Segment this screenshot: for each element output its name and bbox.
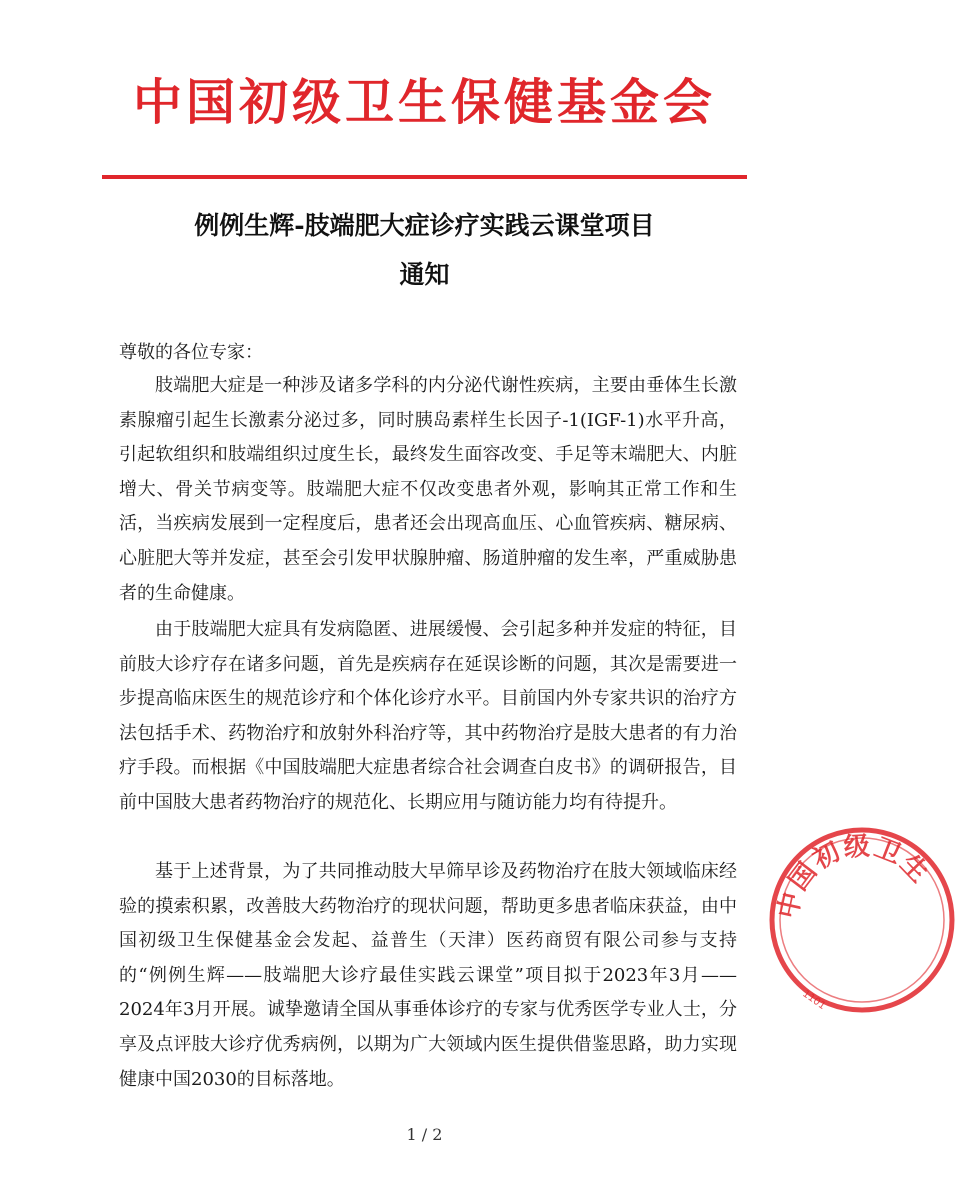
body-paragraph-2: 由于肢端肥大症具有发病隐匿、进展缓慢、会引起多种并发症的特征，目前肢大诊疗存在诸多问题，首先是疾病存在延误诊断的问题，其次是需要进一步提高临床医生的规范诊疗和个体化诊疗水平。目前国内外专家共识的治疗方法包括手术、药物治疗和放射外科治疗等，其中药物治疗是肢大患者的有力治疗手段。而根据《中国肢端肥大症患者综合社会调查白皮书》的调研报告，目前中国肢大患者药物治疗的规范化、长期应用与随访能力均有待提升。	[119, 619, 737, 813]
seal-digits: 1101	[800, 988, 828, 1013]
document-title: 例例生辉-肢端肥大症诊疗实践云课堂项目	[194, 211, 655, 240]
document-subtitle: 通知	[399, 260, 450, 289]
body-paragraph-3: 基于上述背景，为了共同推动肢大早筛早诊及药物治疗在肢大领域临床经验的摸索积累，改善肢大药物治疗的现状问题，帮助更多患者临床获益，由中国初级卫生保健基金会发起、益普生（天津）医药商贸有限公司参与支持的“例例生辉——肢端肥大诊疗最佳实践云课堂”项目拟于2023年3月——2024年3月开展。诚挚邀请全国从事垂体诊疗的专家与优秀医学专业人士，分享及点评肢大诊疗优秀病例，以期为广大领域内医生提供借鉴思路，助力实现健康中国2030的目标落地。	[119, 861, 737, 1090]
organization-header: 中国初级卫生保健基金会	[132, 73, 716, 131]
header-divider	[102, 175, 747, 179]
salutation: 尊敬的各位专家：	[119, 342, 263, 363]
body-paragraph-1: 肢端肥大症是一种涉及诸多学科的内分泌代谢性疾病，主要由垂体生长激素腺瘤引起生长激素分泌过多，同时胰岛素样生长因子-1(IGF-1)水平升高，引起软组织和肢端组织过度生长，最终发生面容改变、手足等末端肥大、内脏增大、骨关节病变等。肢端肥大症不仅改变患者外观，影响其正常工作和生活，当疾病发展到一定程度后，患者还会出现高血压、心血管疾病、糖尿病、心脏肥大等并发症，甚至会引发甲状腺肿瘤、肠道肿瘤的发生率，严重威胁患者的生命健康。	[119, 375, 737, 604]
seal-text: 中国初级卫生	[773, 831, 936, 922]
official-seal	[762, 820, 962, 1020]
page-number: 1 / 2	[406, 1125, 443, 1144]
